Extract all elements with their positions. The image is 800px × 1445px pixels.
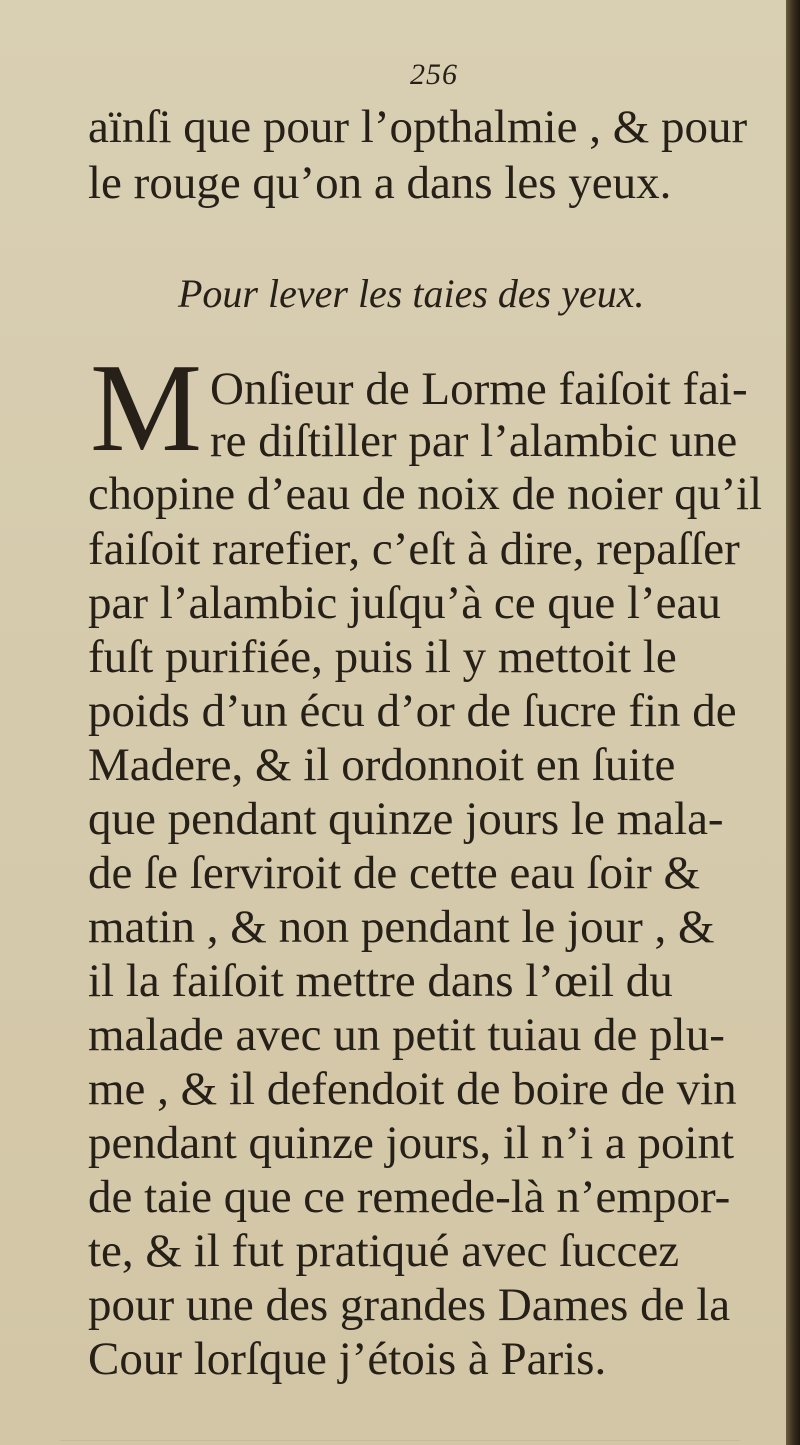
body-line: chopine d’eau de noix de noier qu’il bbox=[88, 469, 763, 520]
body-line: poids d’un écu d’or de ſucre fin de bbox=[88, 685, 737, 737]
continuation-line: le rouge qu’on a dans les yeux. bbox=[88, 157, 672, 209]
drop-cap: M bbox=[90, 339, 203, 478]
body-line: pour une des grandes Dames de la bbox=[88, 1279, 731, 1331]
book-spine-edge bbox=[786, 0, 800, 1445]
body-line: faiſoit rarefier, c’eſt à dire, repaſſer bbox=[88, 523, 740, 575]
body-line: fuſt purifiée, puis il y mettoit le bbox=[88, 631, 677, 683]
body-line: re diſtiller par l’alambic une bbox=[210, 415, 738, 467]
body-line: malade avec un petit tuiau de plu- bbox=[88, 1009, 725, 1061]
continuation-line: aïnſi que pour l’opthalmie , & pour bbox=[88, 101, 748, 153]
body-line: matin , & non pendant le jour , & bbox=[88, 901, 715, 953]
body-line: te, & il fut pratiqué avec ſuccez bbox=[88, 1225, 680, 1277]
body-line: de taie que ce remede-là n’empor- bbox=[88, 1171, 731, 1223]
body-line: par l’alambic juſqu’à ce que l’eau bbox=[88, 577, 721, 629]
body-line: pendant quinze jours, il n’i a point bbox=[88, 1117, 735, 1169]
body-line: que pendant quinze jours le mala- bbox=[88, 793, 724, 845]
body-line: il la faiſoit mettre dans l’œil du bbox=[88, 955, 673, 1007]
body-line: Onſieur de Lorme faiſoit fai- bbox=[210, 363, 748, 415]
body-line: me , & il defendoit de boire de vin bbox=[88, 1063, 737, 1115]
body-line: Cour lorſque j’étois à Paris. bbox=[88, 1333, 607, 1385]
body-line: de ſe ſerviroit de cette eau ſoir & bbox=[88, 847, 701, 899]
page-bottom-shadow bbox=[60, 1440, 740, 1441]
page-number: 256 bbox=[410, 58, 458, 91]
recipe-heading: Pour lever les taies des yeux. bbox=[178, 271, 645, 316]
body-line: Madere, & il ordonnoit en ſuite bbox=[88, 739, 676, 791]
